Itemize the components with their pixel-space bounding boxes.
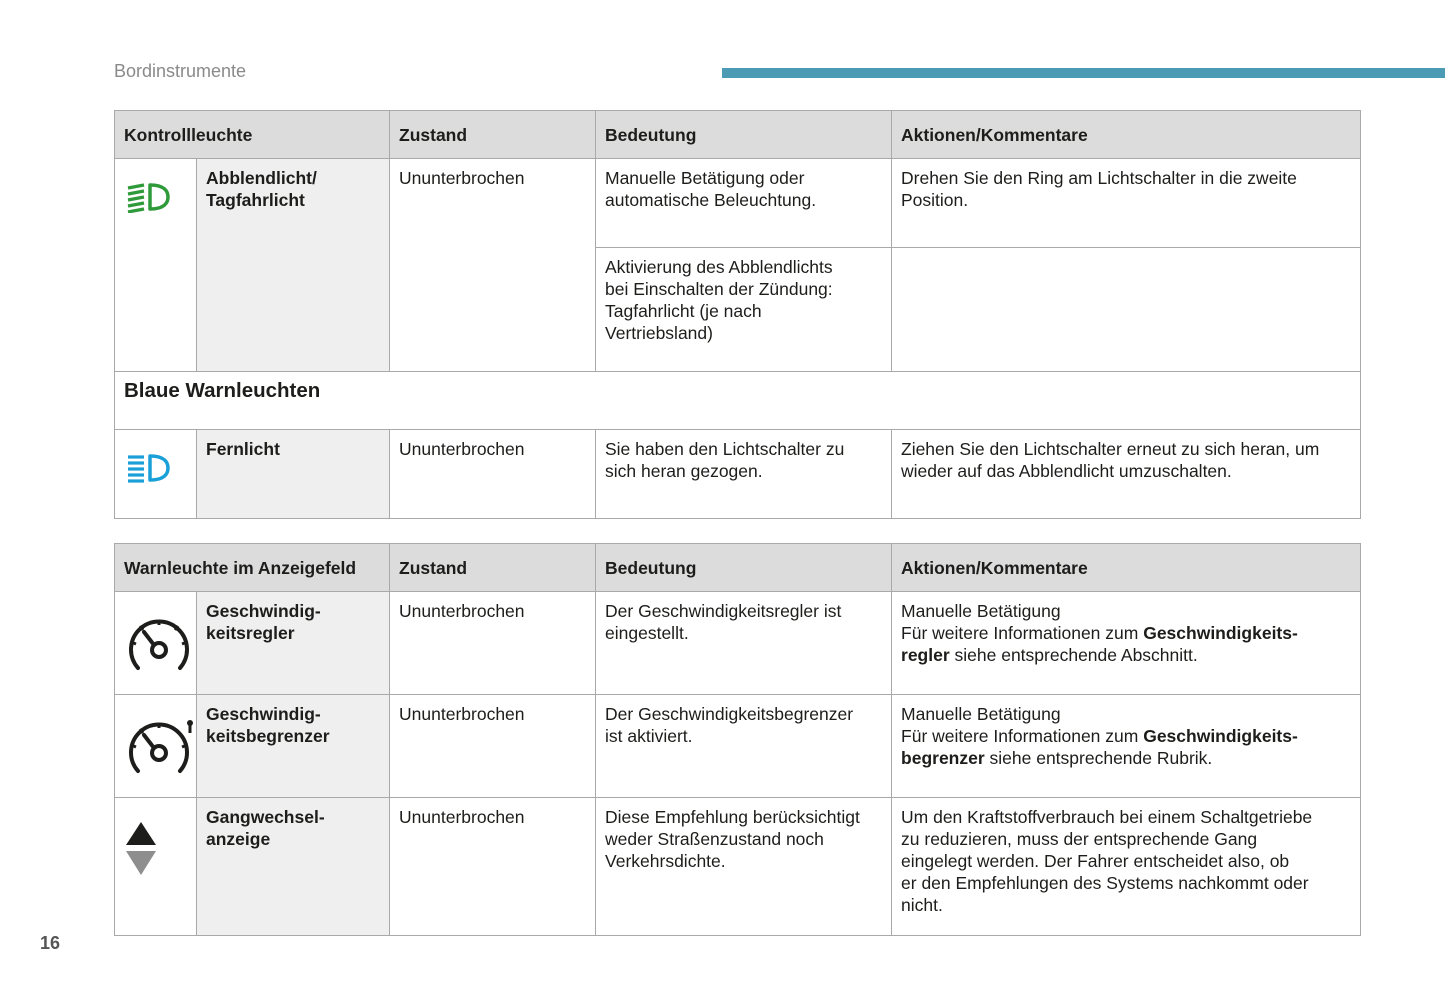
- low-beam-headlight-icon: [124, 181, 172, 218]
- accent-bar: [722, 68, 1445, 78]
- warning-lights-table-1: [114, 110, 1361, 519]
- indicator-name: Abblendlicht/ Tagfahrlicht: [197, 159, 390, 372]
- meaning-cell: Der Geschwindigkeitsbegrenzer ist aktiviert.: [596, 695, 892, 798]
- meaning-cell: Sie haben den Lichtschalter zu sich heran gezogen.: [596, 430, 892, 519]
- table-row: [115, 592, 1361, 695]
- meaning-cell: Manuelle Betätigung oder automatische Beleuchtung.: [596, 159, 892, 248]
- icon-cell: [115, 430, 197, 519]
- table-row: [115, 695, 1361, 798]
- high-beam-headlight-icon: [124, 452, 172, 489]
- meaning-cell: Der Geschwindigkeitsregler ist eingestellt.: [596, 592, 892, 695]
- icon-cell: [115, 592, 197, 695]
- header-indicator: Warnleuchte im Anzeigefeld: [115, 544, 390, 592]
- action-cell: Drehen Sie den Ring am Lichtschalter in die zweite Position.: [892, 159, 1361, 248]
- header-state: Zustand: [390, 544, 596, 592]
- meaning-cell: Diese Empfehlung berücksichtigt weder Straßenzustand noch Verkehrsdichte.: [596, 798, 892, 936]
- state-cell: Ununterbrochen: [390, 159, 596, 372]
- action-cell: Ziehen Sie den Lichtschalter erneut zu sich heran, um wieder auf das Abblendlicht umzuschalten.: [892, 430, 1361, 519]
- action-cell: Um den Kraftstoffverbrauch bei einem Schaltgetriebe zu reduzieren, muss der entsprechende Gang eingelegt werden. Der Fahrer entscheidet also, ob er den Empfehlungen des Systems nachkommt oder nicht.: [892, 798, 1361, 936]
- meaning-cell: Aktivierung des Abblendlichts bei Einschalten der Zündung: Tagfahrlicht (je nach Vertriebsland): [596, 248, 892, 372]
- speed-limiter-speedometer-icon: [124, 719, 196, 784]
- indicator-name: Geschwindig- keitsbegrenzer: [197, 695, 390, 798]
- section-heading: Blaue Warnleuchten: [115, 372, 1361, 430]
- header-actions: Aktionen/Kommentare: [892, 544, 1361, 592]
- action-cell: Manuelle Betätigung Für weitere Informationen zum Geschwindigkeits- begrenzer siehe entsprechende Rubrik.: [892, 695, 1361, 798]
- state-cell: Ununterbrochen: [390, 592, 596, 695]
- indicator-name: Gangwechsel- anzeige: [197, 798, 390, 936]
- state-cell: Ununterbrochen: [390, 430, 596, 519]
- icon-cell: [115, 798, 197, 936]
- warning-lights-table-2: [114, 543, 1361, 936]
- header-state: Zustand: [390, 111, 596, 159]
- indicator-name: Fernlicht: [197, 430, 390, 519]
- header-meaning: Bedeutung: [596, 111, 892, 159]
- action-cell: Manuelle Betätigung Für weitere Informationen zum Geschwindigkeits- regler siehe entsprechende Abschnitt.: [892, 592, 1361, 695]
- page-number: 16: [40, 933, 61, 953]
- table-row: [115, 430, 1361, 519]
- table-row: [115, 798, 1361, 936]
- cruise-control-speedometer-icon: [124, 616, 194, 681]
- header-actions: Aktionen/Kommentare: [892, 111, 1361, 159]
- state-cell: Ununterbrochen: [390, 798, 596, 936]
- indicator-name: Geschwindig- keitsregler: [197, 592, 390, 695]
- header-indicator: Kontrollleuchte: [115, 111, 390, 159]
- gear-shift-indicator-icon: [124, 820, 158, 883]
- section-row: [115, 372, 1361, 430]
- icon-cell: [115, 159, 197, 372]
- table-row: [115, 159, 1361, 248]
- action-cell: [892, 248, 1361, 372]
- table-header-row: [115, 111, 1361, 159]
- icon-cell: [115, 695, 197, 798]
- table-header-row: [115, 544, 1361, 592]
- header-meaning: Bedeutung: [596, 544, 892, 592]
- state-cell: Ununterbrochen: [390, 695, 596, 798]
- section-title: Bordinstrumente: [114, 61, 247, 81]
